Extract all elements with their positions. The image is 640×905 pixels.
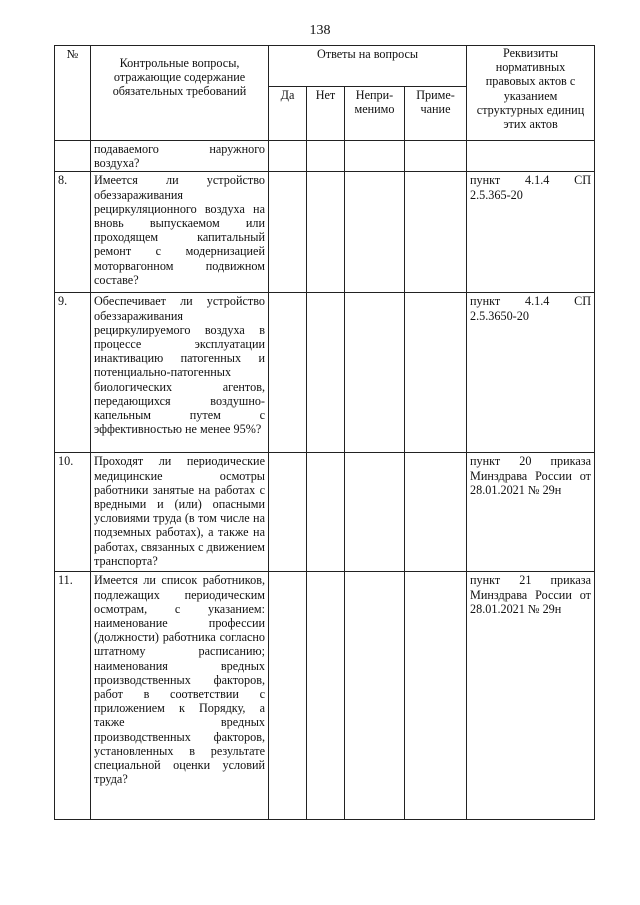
answer-yes-cell[interactable] [269, 453, 307, 572]
row-requisites [467, 141, 595, 172]
answer-na-cell[interactable] [345, 172, 405, 293]
answer-na-cell[interactable] [345, 141, 405, 172]
header-note: Приме-чание [405, 87, 467, 141]
answer-no-cell[interactable] [307, 572, 345, 820]
table-row [55, 172, 595, 293]
row-num: 9. [55, 293, 91, 453]
row-num: 10. [55, 453, 91, 572]
row-requisites: пункт 20 приказа Минздрава России от 28.01.2021 № 29н [467, 453, 595, 572]
row-question: Проходят ли периодические медицинские осмотры работники занятые на работах с вредными и (или) опасными условиями труда (в том числе на подземных работах), а также на работах, связанных с движением транспорта? [91, 453, 269, 572]
row-question: Имеется ли устройство обеззараживания рециркуляционного воздуха на вновь выпускаемом или проходящем капитальный ремонт с модернизацией моторвагонном подвижном составе? [91, 172, 269, 293]
header-not-applicable: Непри-менимо [345, 87, 405, 141]
answer-yes-cell[interactable] [269, 572, 307, 820]
header-requisites: Реквизиты нормативных правовых актов с указанием структурных единиц этих актов [467, 46, 595, 141]
header-row-top [55, 46, 595, 87]
header-question: Контрольные вопросы, отражающие содержание обязательных требований [91, 46, 269, 141]
table-row [55, 572, 595, 820]
header-answers: Ответы на вопросы [269, 46, 467, 87]
table-row [55, 453, 595, 572]
row-requisites: пункт 21 приказа Минздрава России от 28.01.2021 № 29н [467, 572, 595, 820]
row-question: подаваемого наружного воздуха? [91, 141, 269, 172]
row-num: 8. [55, 172, 91, 293]
row-question: Имеется ли список работников, подлежащих периодическим осмотрам, с указанием: наименование профессии (должности) работника согласно штатному расписанию; наименования вредных производственных факторов, работ в соответствии с приложением к Порядку, а также вредных производственных факторов, установленных в результате специальной оценки условий труда? [91, 572, 269, 820]
answer-yes-cell[interactable] [269, 172, 307, 293]
header-yes: Да [269, 87, 307, 141]
answer-yes-cell[interactable] [269, 293, 307, 453]
answer-na-cell[interactable] [345, 293, 405, 453]
row-requisites: пункт 4.1.4 СП 2.5.3650-20 [467, 293, 595, 453]
row-num: 11. [55, 572, 91, 820]
header-no: Нет [307, 87, 345, 141]
row-num [55, 141, 91, 172]
answer-no-cell[interactable] [307, 453, 345, 572]
answer-note-cell[interactable] [405, 453, 467, 572]
answer-na-cell[interactable] [345, 453, 405, 572]
answer-note-cell[interactable] [405, 293, 467, 453]
answer-no-cell[interactable] [307, 293, 345, 453]
answer-na-cell[interactable] [345, 572, 405, 820]
row-requisites: пункт 4.1.4 СП 2.5.365-20 [467, 172, 595, 293]
answer-note-cell[interactable] [405, 141, 467, 172]
header-num: № [55, 46, 91, 141]
answer-note-cell[interactable] [405, 172, 467, 293]
table-row [55, 293, 595, 453]
answer-note-cell[interactable] [405, 572, 467, 820]
answer-no-cell[interactable] [307, 141, 345, 172]
page-number: 138 [309, 23, 331, 38]
row-question: Обеспечивает ли устройство обеззараживания рециркулируемого воздуха в процессе эксплуатации инактивацию патогенных и потенциально-патогенных биологических агентов, передающихся воздушно-капельным путем с эффективностью не менее 95%? [91, 293, 269, 453]
answer-no-cell[interactable] [307, 172, 345, 293]
table-row [55, 141, 595, 172]
answer-yes-cell[interactable] [269, 141, 307, 172]
checklist-table [54, 45, 595, 820]
